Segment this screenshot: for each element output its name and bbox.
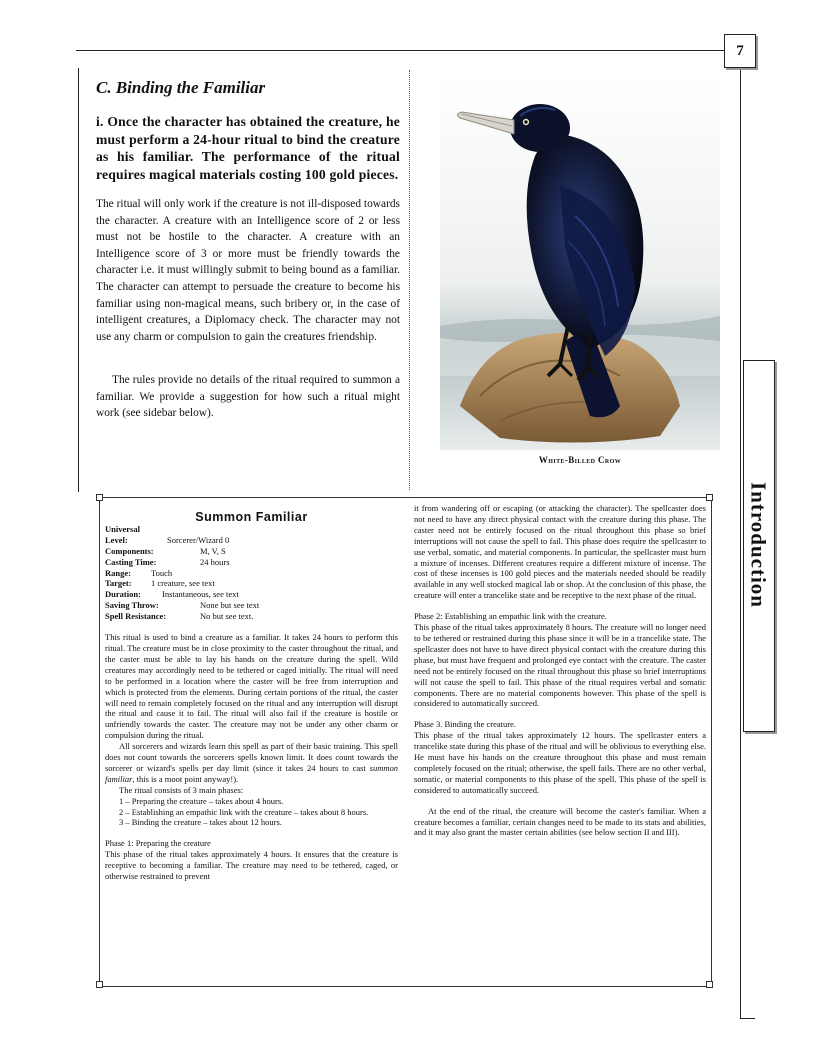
phase-list-item: 2 – Establishing an empathic link with the creature – takes about 8 hours.	[119, 806, 369, 817]
phase-3-title: Phase 3. Binding the creature.	[414, 719, 516, 730]
section-lead: i. Once the character has obtained the creature, he must perform a 24-hour ritual to bind the creature as his familiar. The performance of the ritual requires magical materials costing 100 gold pieces.	[96, 114, 400, 182]
crow-illustration	[440, 76, 720, 450]
spell-stat: Target: 1 creature, see text	[105, 578, 215, 589]
page-number: 7	[724, 34, 756, 68]
spell-stat: Casting Time: 24 hours	[105, 556, 230, 567]
closing-paragraph: At the end of the ritual, the creature will become the caster's familiar. When a creature becomes a familiar, certain changes need to be made to its stats and abilities, and it may also grant the master certain abilities (see below section II and III).	[414, 805, 706, 838]
paragraph-1: The ritual will only work if the creature is not ill-disposed towards the character. A creature with an Intelligence score of 2 or less must not be hostile to the character. A creature with an Intelligence score of 3 or more must be friendly towards the character i.e. it must willingly submit to being bound as a familiar. The character can attempt to persuade the creature to become his familiar using non-magical means, such bribery or, in the case of intelligent creatures, a Diplomacy check. The character may not use any charm or compulsion to gain the creatures friendship.	[96, 198, 400, 343]
sidebar-left-column	[105, 512, 398, 882]
spell-description-2: All sorcerers and wizards learn this spell as part of their basic training. This spell does not count towards the sorcerers spells known limit. It does count towards the sorcerer or wizard's spells per day limit (since it takes 24 hours to cast summon familiar, this is a moot point anyway!).	[105, 741, 398, 784]
chapter-tab-label: Introduction	[746, 482, 771, 608]
phase-2-text: This phase of the ritual takes approximately 8 hours. The creature will no longer need to be tethered or restrained during this phase since it will be in a trancelike state. The spellcaster does not have to have direct physical contact with the creature during this phase, but must have frequent and prolonged eye contact with the creature. The caster need not be entirely focused on the ritual throughout this phase so brief interruptions will not cause the spell to fail. This phase of the ritual requires verbal and somatic components. There are no material components however. This phase of the spell is considered to automatically succeed.	[414, 622, 706, 709]
phases-intro: The ritual consists of 3 main phases:	[119, 784, 244, 795]
sidebar-right-column	[414, 503, 706, 838]
phase-1-text-continued: it from wandering off or escaping (or attacking the character). The spellcaster does not need to have any direct physical contact with the creature during this phase. The caster need not be entirely focused on the ritual throughout this phase so brief interruptions will not cause the spell to fail. This phase does require the spellcaster to use verbal, somatic, and material components. In particular, the spellcaster must burn a mixture of incenses. Different creatures require a different mixture of incense. The cost of these incenses is 100 gold pieces and the materials needed should be readily available in any well stocked magical lab or shop. At the conclusion of this phase, the creature will enter a trancelike state and be receptive to the next phase of the ritual.	[414, 503, 706, 601]
sidebar-corner	[96, 494, 103, 501]
header-rule	[76, 50, 724, 51]
phase-2-title: Phase 2: Establishing an empathic link with the creature.	[414, 611, 607, 622]
phase-list-item: 1 – Preparing the creature – takes about 4 hours.	[119, 795, 284, 806]
left-column-rule	[78, 68, 79, 492]
paragraph-2: The rules provide no details of the ritual required to summon a familiar. We provide a suggestion for how such a ritual might work (see sidebar below).	[96, 374, 400, 420]
phase-list-item: 3 – Binding the creature – takes about 12 hours.	[119, 817, 282, 828]
section-title: C. Binding the Familiar	[96, 78, 266, 97]
sidebar-corner	[706, 981, 713, 988]
phase-1-title: Phase 1: Preparing the creature	[105, 838, 211, 849]
spell-school: Universal	[105, 523, 140, 534]
sidebar-corner	[706, 494, 713, 501]
spell-stat: Spell Resistance: No but see text.	[105, 611, 254, 622]
sidebar-corner	[96, 981, 103, 988]
spell-stat: Level: Sorcerer/Wizard 0	[105, 534, 230, 545]
spell-stat: Range: Touch	[105, 567, 173, 578]
spell-stat: Components: M, V, S	[105, 545, 226, 556]
spell-stat: Duration: Instantaneous, see text	[105, 589, 239, 600]
phase-3-text: This phase of the ritual takes approximately 12 hours. The spellcaster enters a trancelike state during this phase of the ritual and will be oblivious to everything else. He must have his hands on the creature throughout this phase and must remain completely focused on the ritual; otherwise, the spell fails. There are no other verbal, somatic, or material components to this phase of the spell. This phase of the spell is considered to automatically succeed.	[414, 730, 706, 795]
column-divider	[409, 70, 410, 490]
spell-title: Summon Familiar	[195, 510, 308, 524]
figure-caption: White-Billed Crow	[538, 455, 622, 465]
spell-stat: Saving Throw: None but see text	[105, 600, 260, 611]
phase-1-text: This phase of the ritual takes approximately 4 hours. It ensures that the creature is receptive to becoming a familiar. The creature may need to be tethered, caged, or otherwise restrained to prevent	[105, 849, 398, 882]
spell-description: This ritual is used to bind a creature as a familiar. It takes 24 hours to perform this ritual. The creature must be in close proximity to the caster throughout the ritual, and the caster must be able to lay his hands on the creature during the spell. Wild creatures may accordingly need to be tethered or caged initially. The ritual will need to be performed in a location where the caster will be free from interruption and which is protected from the elements. During certain portions of the ritual, the caster will need to remain completely focused on the ritual and any interruption will disrupt the ritual and cause it to fail. The ritual will also fail if the creature is hostile or unfriendly towards the caster. The creature may not be under any other charm or compulsion during the ritual.	[105, 632, 398, 741]
